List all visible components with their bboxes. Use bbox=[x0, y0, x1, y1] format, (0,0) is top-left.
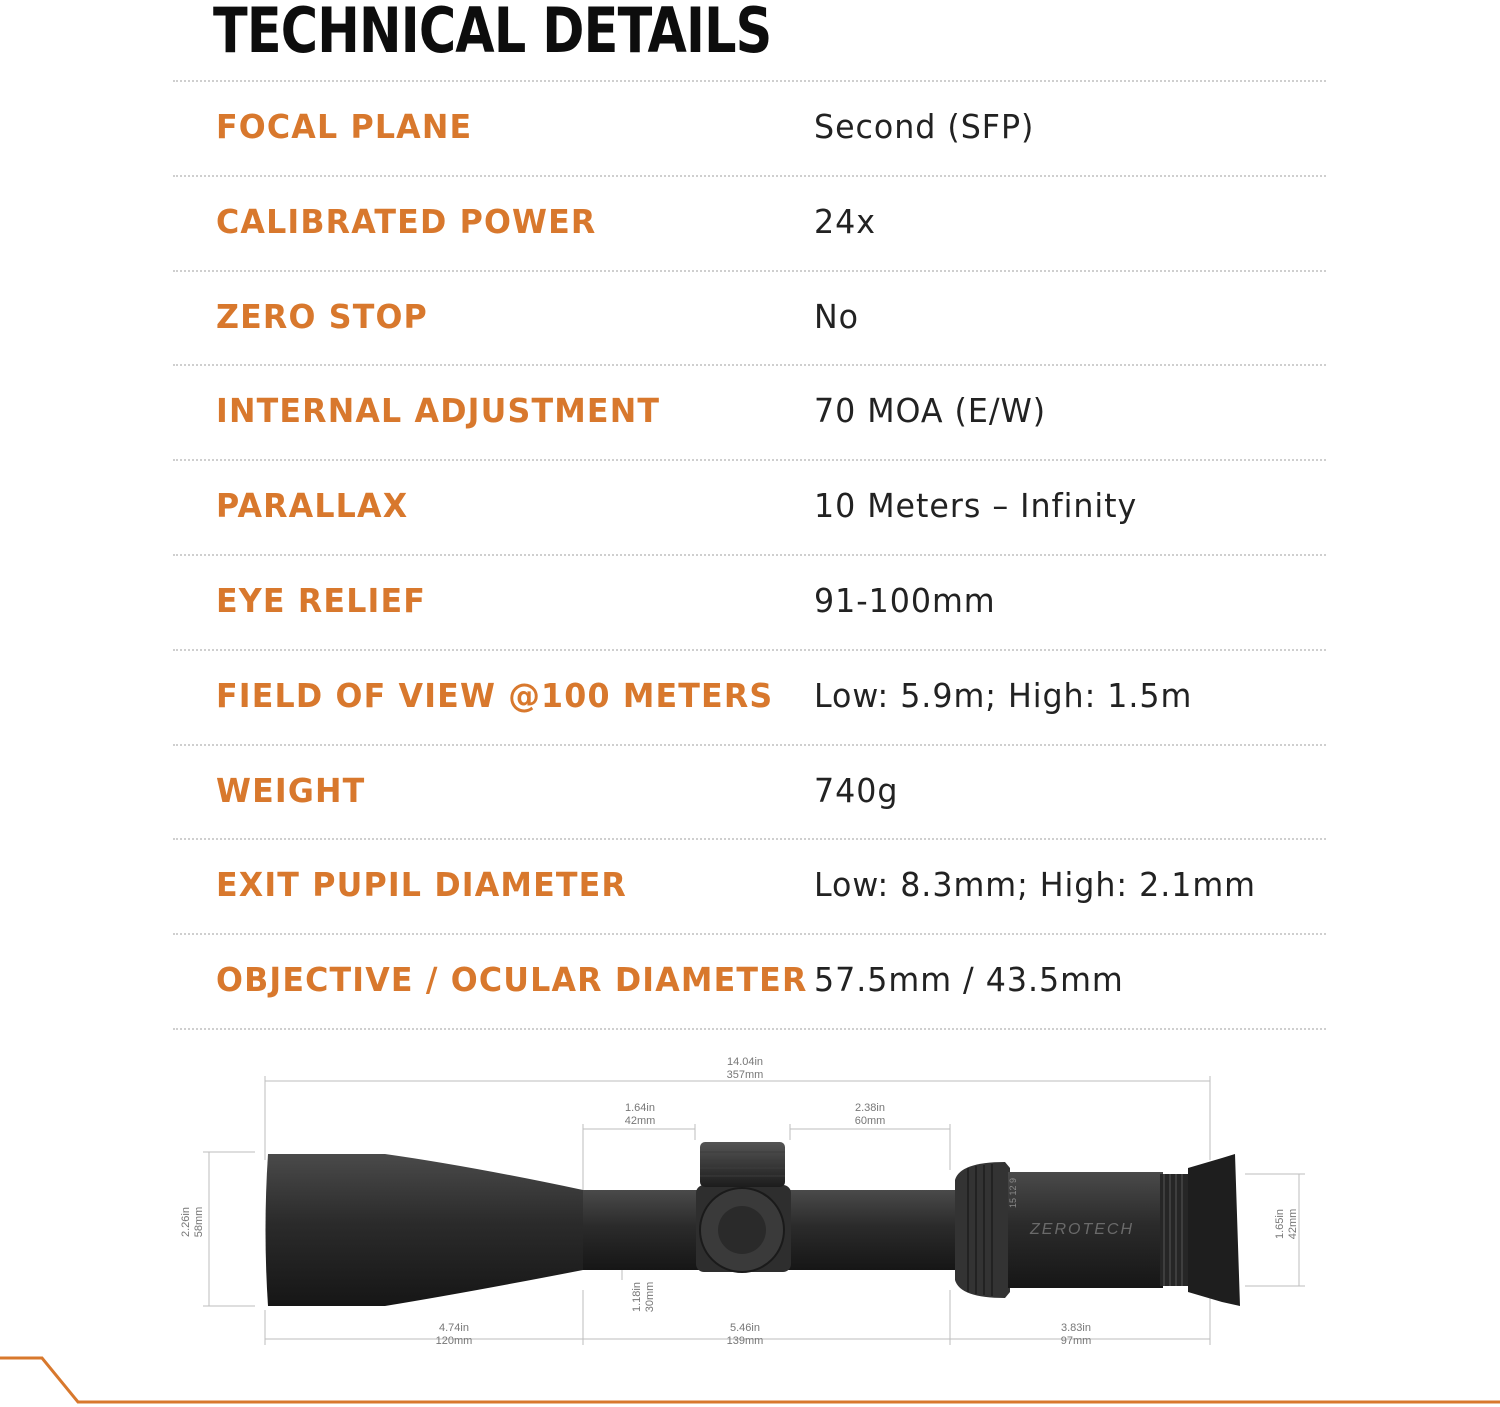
tube-diameter-in: 1.18in bbox=[631, 1282, 643, 1312]
brand-mark: ZEROTECH bbox=[1030, 1221, 1134, 1238]
tube-span-mm: 60mm bbox=[854, 1115, 886, 1127]
rifle-scope-image bbox=[266, 1142, 1241, 1306]
spec-label: FIELD OF VIEW @100 METERS bbox=[216, 675, 774, 715]
spec-row bbox=[173, 175, 1326, 270]
spec-value: 24x bbox=[814, 201, 876, 241]
spec-row bbox=[173, 649, 1326, 744]
middle-length-mm: 139mm bbox=[726, 1335, 764, 1347]
spec-value: Low: 5.9m; High: 1.5m bbox=[814, 675, 1193, 715]
spec-row bbox=[173, 744, 1326, 839]
spec-value: Second (SFP) bbox=[814, 107, 1035, 146]
spec-label: EXIT PUPIL DIAMETER bbox=[216, 865, 627, 905]
ocular-length-in: 3.83in bbox=[1061, 1322, 1091, 1334]
spec-label: EYE RELIEF bbox=[216, 580, 427, 620]
spec-row bbox=[173, 364, 1326, 459]
spec-label: FOCAL PLANE bbox=[216, 107, 473, 146]
spec-row bbox=[173, 270, 1326, 365]
power-ring bbox=[955, 1162, 1010, 1298]
spec-label: WEIGHT bbox=[216, 770, 366, 810]
page-title: TECHNICAL DETAILS bbox=[213, 0, 772, 67]
spec-value: 57.5mm / 43.5mm bbox=[814, 960, 1124, 1000]
spec-value: 10 Meters – Infinity bbox=[814, 486, 1138, 526]
spec-value: 70 MOA (E/W) bbox=[814, 391, 1047, 431]
spec-row bbox=[173, 459, 1326, 554]
elevation-turret bbox=[700, 1142, 785, 1187]
power-ring-text: 15 12 9 bbox=[1008, 1177, 1018, 1208]
objective-bell bbox=[266, 1154, 584, 1306]
spec-row bbox=[173, 838, 1326, 933]
footer-accent-line bbox=[0, 1350, 1500, 1407]
ocular-length-mm: 97mm bbox=[1060, 1335, 1092, 1347]
spec-row bbox=[173, 933, 1326, 1030]
ocular-height-in: 1.65in bbox=[1274, 1209, 1286, 1239]
turret-width-in: 1.64in bbox=[625, 1102, 655, 1114]
spec-label: ZERO STOP bbox=[216, 296, 428, 336]
tube-diameter-mm: 30mm bbox=[644, 1281, 656, 1313]
middle-length-in: 5.46in bbox=[730, 1322, 760, 1334]
ocular-height-mm: 42mm bbox=[1287, 1208, 1299, 1240]
spec-value: No bbox=[814, 296, 860, 336]
spec-value: 740g bbox=[814, 770, 899, 810]
scope-dimension-diagram bbox=[0, 1040, 1500, 1370]
spec-row bbox=[173, 80, 1326, 175]
overall-length-in: 14.04in bbox=[726, 1056, 764, 1068]
spec-label: INTERNAL ADJUSTMENT bbox=[216, 391, 661, 431]
spec-row bbox=[173, 554, 1326, 649]
overall-length-mm: 357mm bbox=[726, 1069, 764, 1081]
objective-length-in: 4.74in bbox=[439, 1322, 469, 1334]
objective-height-mm: 58mm bbox=[193, 1206, 205, 1238]
spec-value: 91-100mm bbox=[814, 580, 996, 620]
tube-span-in: 2.38in bbox=[855, 1102, 885, 1114]
objective-length-mm: 120mm bbox=[435, 1335, 473, 1347]
spec-label: CALIBRATED POWER bbox=[216, 201, 597, 241]
objective-height-in: 2.26in bbox=[180, 1207, 192, 1237]
spec-value: Low: 8.3mm; High: 2.1mm bbox=[814, 865, 1256, 905]
turret-width-mm: 42mm bbox=[624, 1115, 656, 1127]
spec-label: OBJECTIVE / OCULAR DIAMETER bbox=[216, 960, 808, 1000]
spec-table bbox=[173, 80, 1326, 1030]
eyepiece-cap bbox=[1188, 1154, 1240, 1306]
spec-label: PARALLAX bbox=[216, 486, 409, 526]
